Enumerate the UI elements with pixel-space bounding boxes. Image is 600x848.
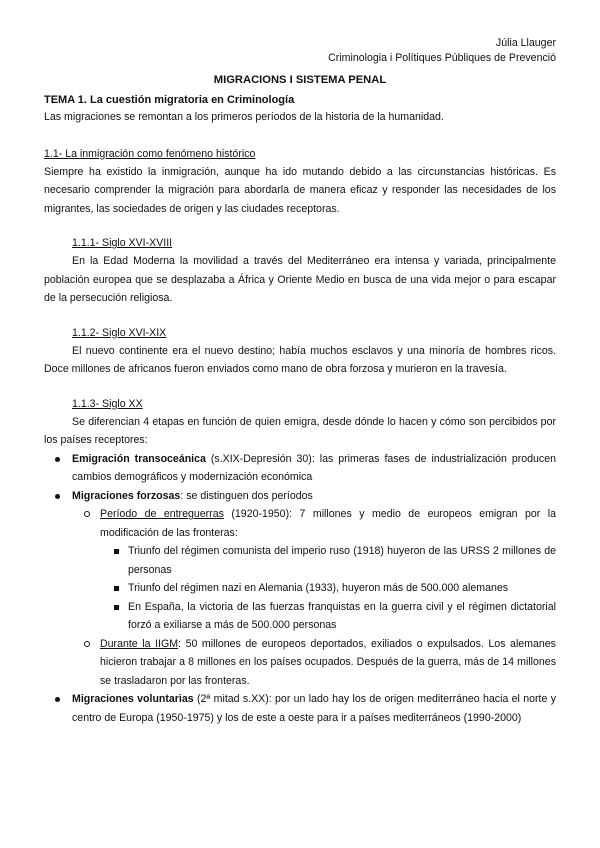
section-1-1-1-body: En la Edad Moderna la movilidad a través del Mediterráneo era intensa y variada, principalmente población europea que se desplazaba a África y Oriente Medio en busca de una vida mejor o para escapar de la persecución religiosa. (44, 255, 556, 304)
term-voluntarias: Migraciones voluntarias (72, 693, 194, 705)
text-voluntarias: (2ª mitad s.XX): por un lado hay los de origen mediterráneo hacia el norte y centro de Europa (1950-1975) y los de este a oeste para ir a países mediterráneos (1990-2000) (72, 693, 556, 724)
text-urss: Triunfo del régimen comunista del imperio ruso (1918) huyeron de las URSS 2 millones de personas (128, 545, 556, 576)
list-item-iigm (44, 635, 556, 691)
list-item-urss (44, 542, 556, 579)
section-1-1-body: Siempre ha existido la inmigración, aunque ha ido mutando debido a las circunstancias históricas. Es necesario comprender la migración para abordarla de manera eficaz y responder las necesidades de los migrantes, las sociedades de origen y las ciudades receptoras. (44, 165, 556, 215)
term-entreguerras: Período de entreguerras (100, 508, 224, 520)
term-transoceanica: Emigración transoceánica (72, 452, 206, 465)
text-iigm: : 50 millones de europeos deportados, exiliados o expulsados. Los alemanes hicieron trabajar a 8 millones en los países ocupados. Después de la guerra, más de 14 millones se trasladaron por las fronteras. (100, 637, 556, 687)
section-1-1-2-heading (44, 324, 556, 342)
list-item-entreguerras (44, 505, 556, 542)
list-item-forzosas (44, 487, 556, 506)
text-transoceanica: (s.XIX-Depresión 30): las primeras fases de industrialización producen cambios demográficos y modernización económica (72, 452, 557, 483)
bullet-icon (55, 697, 60, 702)
list-item-nazi (44, 579, 556, 598)
text-forzosas: : se distinguen dos períodos (180, 489, 313, 502)
circle-bullet-icon (84, 511, 90, 517)
square-bullet-icon (114, 586, 119, 591)
square-bullet-icon (114, 605, 119, 610)
section-1-1-3-heading (44, 395, 556, 413)
document-title: MIGRACIONS I SISTEMA PENAL (213, 74, 387, 86)
bullet-icon (55, 457, 60, 462)
section-1-1-1-heading-text: 1.1.1- Siglo XVI-XVIII (72, 237, 173, 249)
circle-bullet-icon (84, 641, 90, 647)
list-item-espana (44, 598, 556, 635)
term-iigm: Durante la IIGM (100, 637, 179, 650)
migration-stages-list (44, 450, 556, 728)
course-name: Criminologia i Polítiques Públiques de Prevenció (328, 52, 556, 64)
section-1-1-1-heading (44, 234, 556, 252)
tema-intro: Las migraciones se remontan a los primeros períodos de la historia de la humanidad. (44, 111, 444, 123)
list-item-voluntarias (44, 690, 556, 727)
text-nazi: Triunfo del régimen nazi en Alemania (1933), huyeron más de 500.000 alemanes (128, 582, 509, 594)
author-name: Júlia Llauger (495, 37, 556, 49)
tema-heading: TEMA 1. La cuestión migratoria en Criminología (44, 94, 295, 106)
bullet-icon (55, 494, 60, 499)
section-1-1-3-body: Se diferencian 4 etapas en función de quien emigra, desde dónde lo hacen y cómo son percibidos por los países receptores: (44, 415, 556, 446)
text-entreguerras: (1920-1950): 7 millones y medio de europeos emigran por la modificación de las fronteras: (100, 508, 556, 539)
section-1-1-2-body: El nuevo continente era el nuevo destino; había muchos esclavos y una minoría de hombres ricos. Doce millones de africanos fueron enviados como mano de obra forzosa y murieron en la travesía. (44, 344, 556, 375)
section-1-1-2-heading-text: 1.1.2- Siglo XVI-XIX (72, 326, 167, 339)
section-1-1-3-heading-text: 1.1.3- Siglo XX (72, 397, 143, 410)
page-header (44, 36, 556, 66)
section-1-1-heading: 1.1- La inmigración como fenómeno histórico (44, 147, 256, 160)
list-item-transoceanica (44, 450, 556, 487)
term-forzosas: Migraciones forzosas (72, 489, 181, 502)
text-espana: En España, la victoria de las fuerzas franquistas en la guerra civil y el régimen dictatorial forzó a exiliarse a más de 500.000 personas (128, 600, 556, 631)
square-bullet-icon (114, 549, 119, 554)
